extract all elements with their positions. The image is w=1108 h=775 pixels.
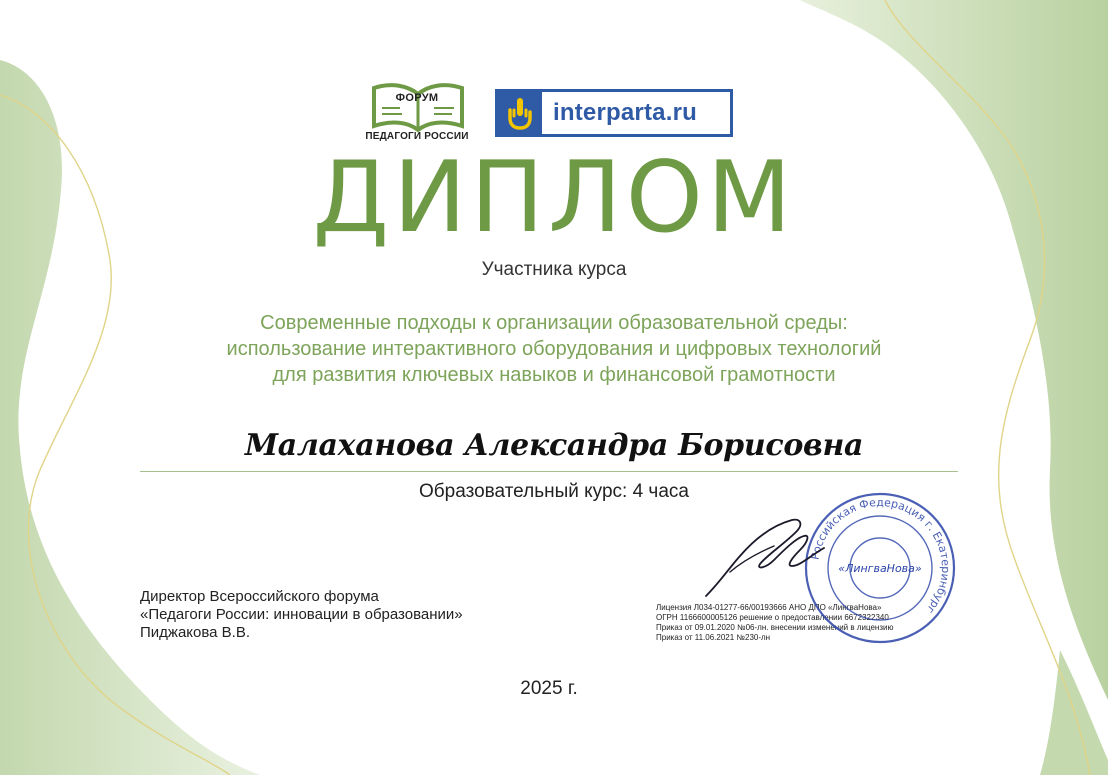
license-line-1: Лицензия Л034-01277-66/00193666 АНО ДПО «ЛингваНова»	[656, 603, 882, 612]
director-line-2: «Педагоги России: инновации в образовании»	[140, 606, 463, 623]
forum-logo-bottom-text: ПЕДАГОГИ РОССИИ	[365, 131, 469, 142]
director-line-1: Директор Всероссийского форума	[140, 588, 379, 605]
director-line-3: Пиджакова В.В.	[140, 624, 251, 641]
open-book-icon	[370, 82, 466, 134]
recipient-name: Малаханова Александра Борисовна	[244, 428, 864, 463]
course-hours: Образовательный курс: 4 часа	[419, 481, 689, 502]
license-line-4: Приказ от 11.06.2021 №230-лн	[656, 633, 771, 642]
course-line-2: использование интерактивного оборудования и цифровых технологий	[226, 338, 882, 360]
license-line-3: Приказ от 09.01.2020 №06-лн. внесении изменений в лицензию	[656, 623, 894, 632]
course-line-1: Современные подходы к организации образовательной среды:	[260, 312, 848, 334]
forum-logo	[358, 82, 476, 148]
director-block	[140, 588, 463, 642]
course-line-3: для развития ключевых навыков и финансовой грамотности	[272, 364, 836, 386]
forum-logo-top-text: ФОРУМ	[395, 92, 439, 104]
diploma-subtitle: Участника курса	[481, 259, 627, 280]
name-underline	[140, 471, 958, 472]
license-line-2: ОГРН 1166600005126 решение о предоставлении 6672322340	[656, 613, 889, 622]
interparta-text: interparta.ru	[553, 99, 697, 126]
stamp-ring-text: Российская Федерация г. Екатеринбург	[808, 495, 953, 617]
stamp-center-text: «ЛингваНова»	[838, 562, 922, 575]
course-name	[140, 310, 968, 388]
signature	[700, 512, 830, 602]
diploma-title: ДИПЛОМ	[312, 141, 796, 255]
diploma-year: 2025 г.	[520, 678, 578, 699]
interparta-logo	[495, 89, 733, 137]
pointing-hand-icon	[498, 92, 542, 134]
